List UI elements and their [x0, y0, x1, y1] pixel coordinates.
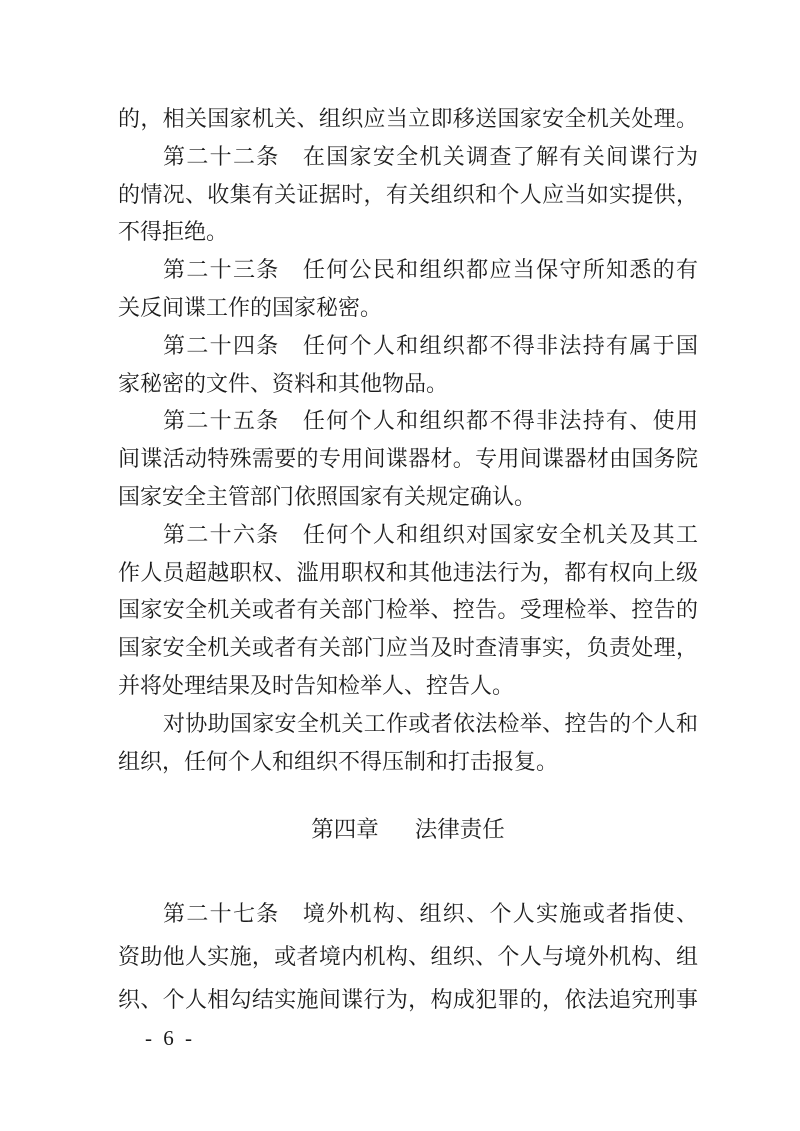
text-line: 关反间谍工作的国家秘密。: [118, 294, 383, 320]
paragraph-article-23: [118, 251, 698, 327]
text-line: 第二十七条 境外机构、组织、个人实施或者指使、: [163, 901, 698, 927]
paragraph-article-22: [118, 138, 698, 251]
text-line: 并将处理结果及时告知检举人、控告人。: [118, 672, 515, 698]
paragraph-article-26-2: [118, 705, 698, 781]
text-line: 组织，任何个人和组织不得压制和打击报复。: [118, 748, 559, 774]
text-line: 第二十二条 在国家安全机关调查了解有关间谍行为: [163, 143, 698, 169]
text-line: 第二十五条 任何个人和组织都不得非法持有、使用: [163, 408, 698, 434]
text-block: [118, 100, 698, 1021]
text-line: 作人员超越职权、滥用职权和其他违法行为，都有权向上级: [118, 559, 698, 585]
paragraph-article-27: [118, 892, 698, 1021]
text-line: 第二十四条 任何个人和组织都不得非法持有属于国: [163, 332, 698, 358]
text-line: 的情况、收集有关证据时，有关组织和个人应当如实提供，: [118, 181, 698, 207]
text-line: 的，相关国家机关、组织应当立即移送国家安全机关处理。: [118, 106, 698, 131]
page-number: - 6 -: [145, 1026, 195, 1050]
text-line: 间谍活动特殊需要的专用间谍器材。专用间谍器材由国务院: [118, 446, 698, 472]
text-line: 资助他人实施，或者境内机构、组织、个人与境外机构、组: [118, 944, 698, 970]
chapter-title: 法律责任: [414, 817, 505, 843]
chapter-heading: [118, 811, 698, 849]
text-line: 不得拒绝。: [118, 219, 229, 245]
text-line: 国家安全机关或者有关部门检举、控告。受理检举、控告的: [118, 597, 698, 623]
text-line: 国家安全主管部门依照国家有关规定确认。: [118, 483, 537, 509]
text-line: 第二十三条 任何公民和组织都应当保守所知悉的有: [163, 257, 698, 283]
text-line: 第二十六条 任何个人和组织对国家安全机关及其工: [163, 521, 698, 547]
text-line: 家秘密的文件、资料和其他物品。: [118, 370, 449, 396]
text-line: 对协助国家安全机关工作或者依法检举、控告的个人和: [163, 710, 698, 736]
paragraph-continuation: [118, 100, 698, 138]
text-line: 国家安全机关或者有关部门应当及时查清事实，负责处理，: [118, 635, 698, 661]
paragraph-article-24: [118, 327, 698, 403]
paragraph-article-26: [118, 516, 698, 705]
chapter-number: 第四章: [311, 817, 379, 843]
paragraph-article-25: [118, 402, 698, 515]
text-line: 织、个人相勾结实施间谍行为，构成犯罪的，依法追究刑事: [118, 987, 698, 1013]
